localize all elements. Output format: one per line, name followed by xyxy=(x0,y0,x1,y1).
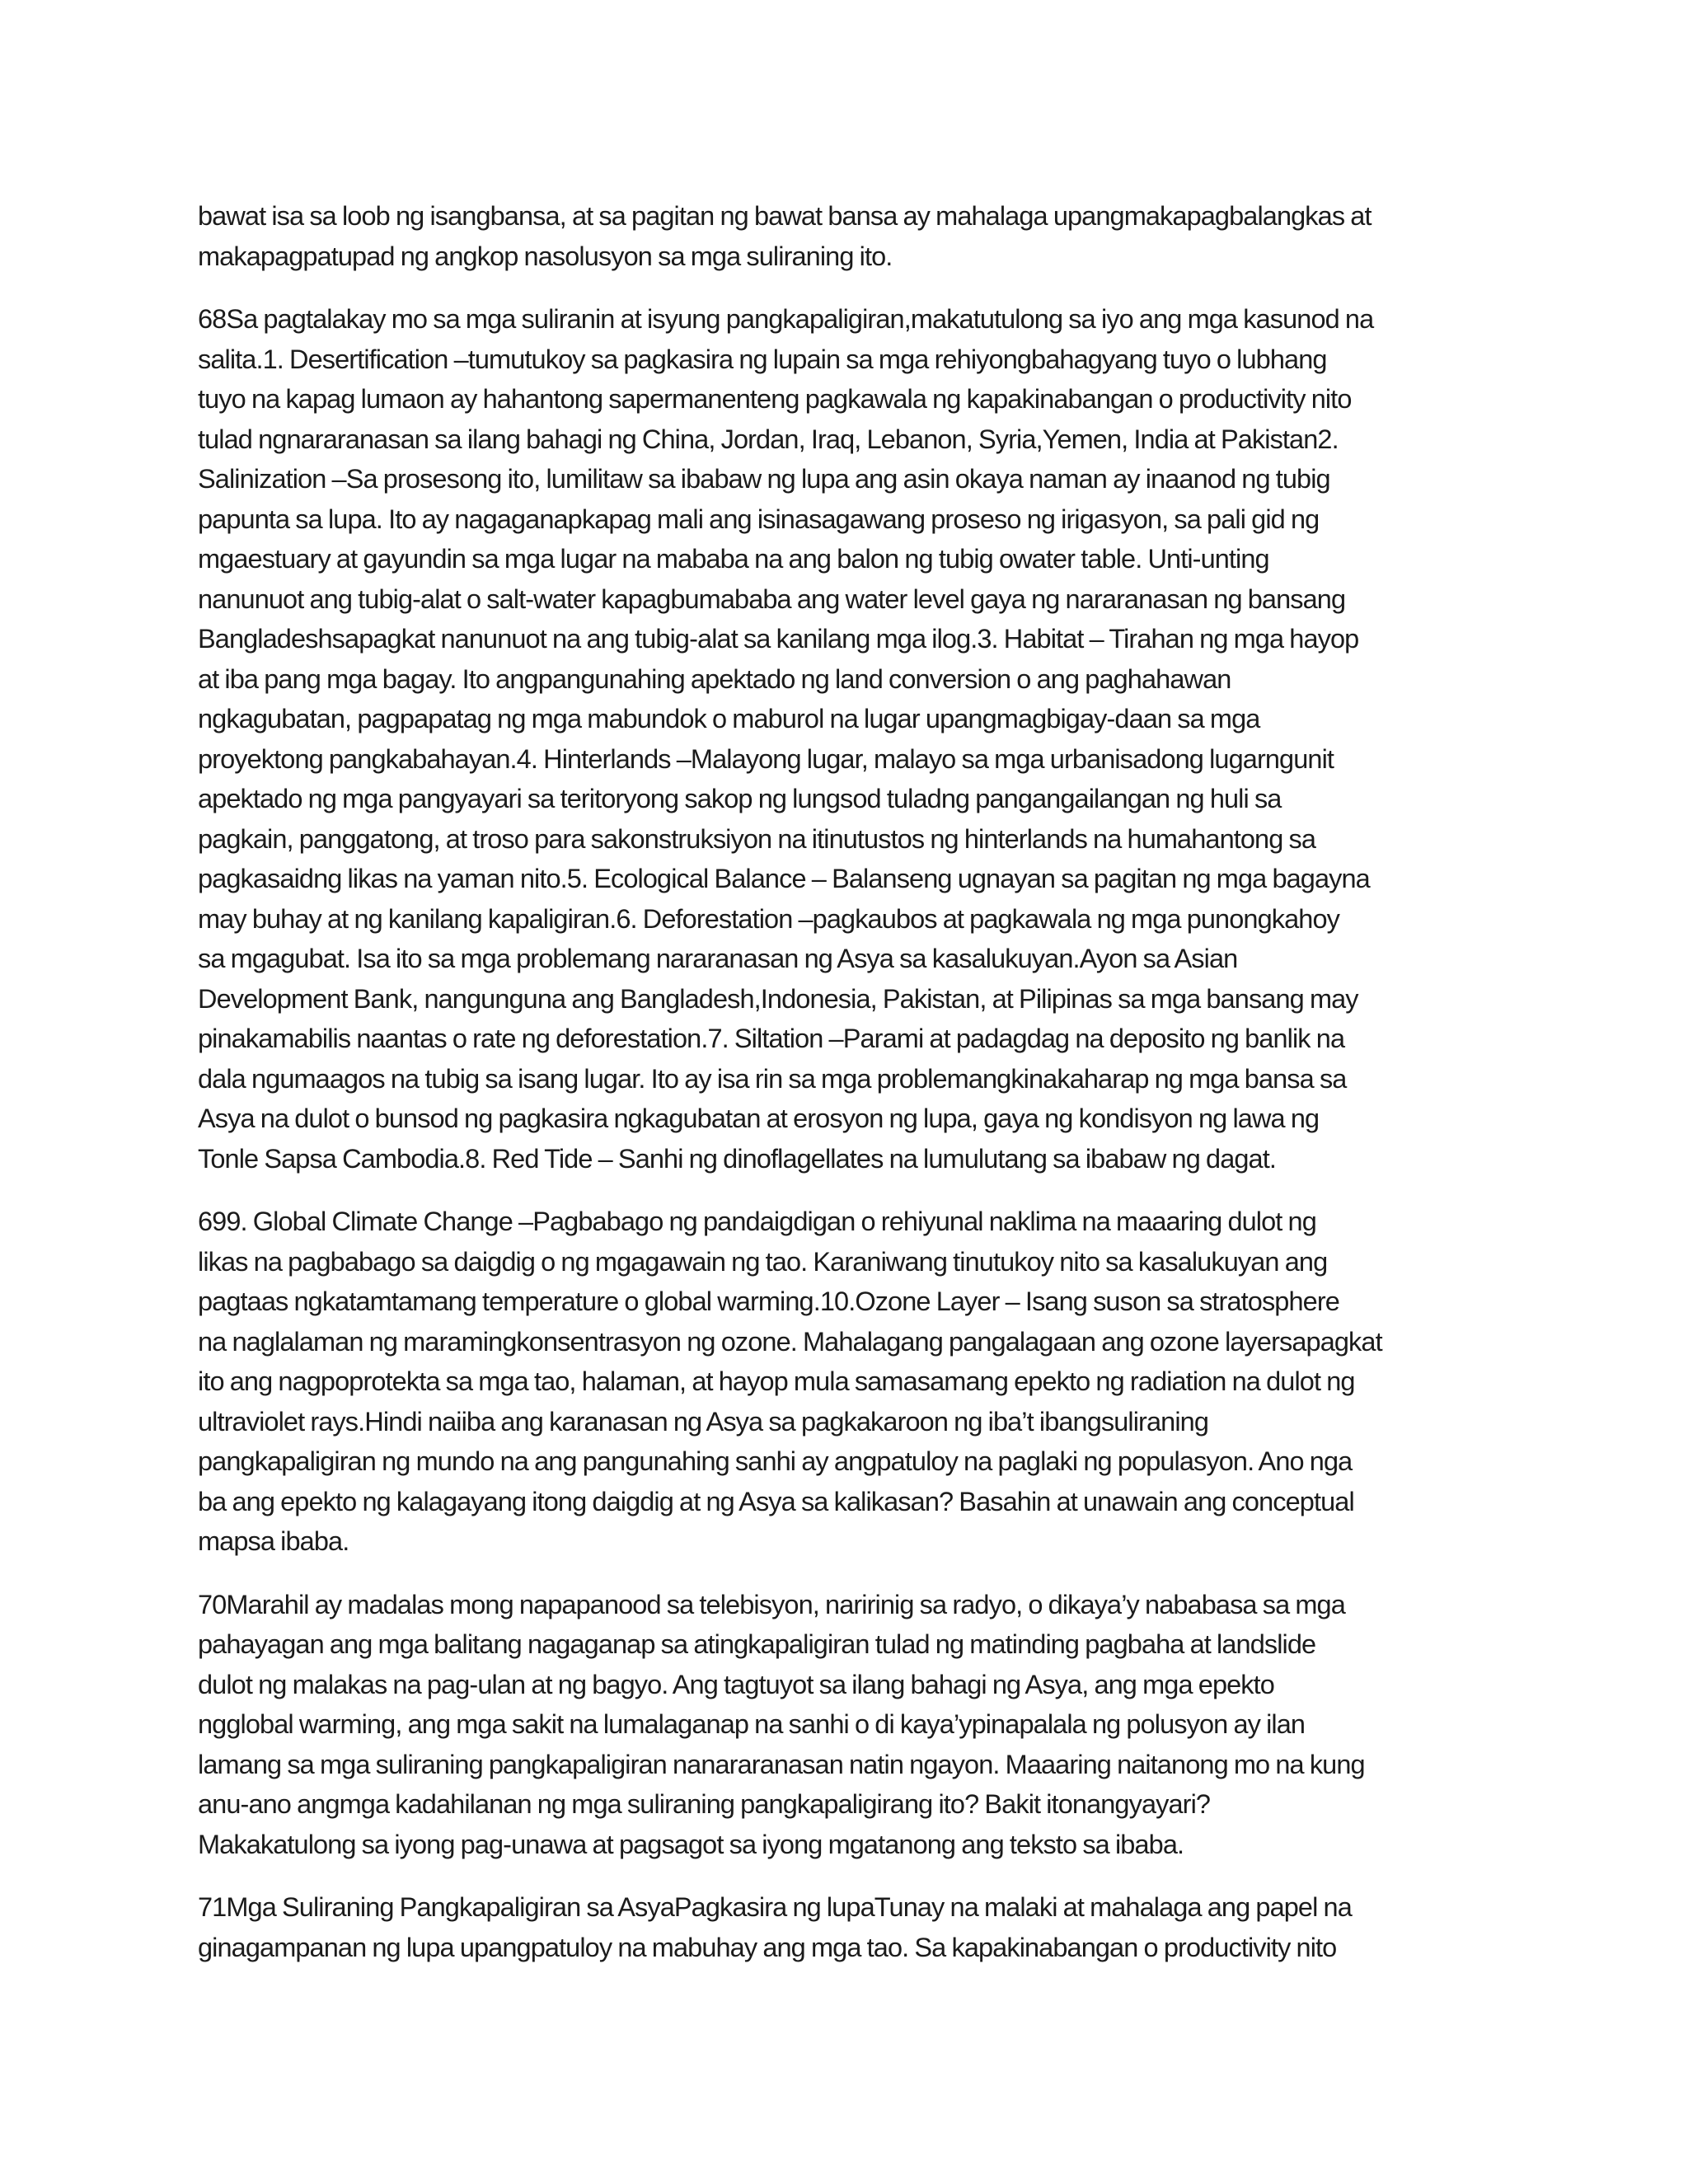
text-line: Salinization –Sa prosesong ito, lumilitaw sa ibabaw ng lupa ang asin okaya naman ay inaanod ng tubig xyxy=(198,464,1330,494)
text-line: mgaestuary at gayundin sa mga lugar na mababa na ang balon ng tubig owater table. Unti-unting xyxy=(198,544,1269,574)
paragraph-news-context xyxy=(198,1585,1492,1865)
text-line: 699. Global Climate Change –Pagbabago ng pandaigdigan o rehiyunal naklima na maaaring dulot ng xyxy=(198,1207,1316,1236)
text-line: dala ngumaagos na tubig sa isang lugar. Ito ay isa rin sa mga problemangkinakaharap ng mga bansa sa xyxy=(198,1063,1347,1094)
text-line: Development Bank, nangunguna ang Bangladesh,Indonesia, Pakistan, at Pilipinas sa mga bansang may xyxy=(198,983,1358,1014)
text-line: na naglalaman ng maramingkonsentrasyon ng ozone. Mahalagang pangalagaan ang ozone layersapagkat xyxy=(198,1326,1382,1357)
text-line: pangkapaligiran ng mundo na ang pangunahing sanhi ay angpatuloy na paglaki ng populasyon. Ano nga xyxy=(198,1446,1353,1476)
paragraph-climate-ozone xyxy=(198,1202,1492,1562)
text-line: ngkagubatan, pagpapatag ng mga mabundok o maburol na lugar upangmagbigay-daan sa mga xyxy=(198,704,1260,733)
text-line: 68Sa pagtalakay mo sa mga suliranin at isyung pangkapaligiran,makatutulong sa iyo ang mga kasunod na xyxy=(198,304,1374,334)
text-line: Makakatulong sa iyong pag-unawa at pagsagot sa iyong mgatanong ang teksto sa ibaba. xyxy=(198,1829,1184,1859)
text-line: pagkasaidng likas na yaman nito.5. Ecological Balance – Balanseng ugnayan sa pagitan ng mga bagayna xyxy=(198,864,1370,893)
text-line: pahayagan ang mga balitang nagaganap sa atingkapaligiran tulad ng matinding pagbaha at landslide xyxy=(198,1629,1316,1659)
text-line: mapsa ibaba. xyxy=(198,1526,349,1556)
text-line: Tonle Sapsa Cambodia.8. Red Tide – Sanhi ng dinoflagellates na lumulutang sa ibabaw ng dagat. xyxy=(198,1143,1276,1174)
text-line: tuyo na kapag lumaon ay hahantong sapermanenteng pagkawala ng kapakinabangan o productivity nito xyxy=(198,384,1352,414)
text-line: sa mgagubat. Isa ito sa mga problemang nararanasan ng Asya sa kasalukuyan.Ayon sa Asian xyxy=(198,944,1238,973)
text-line: lamang sa mga suliraning pangkapaligiran nanararanasan natin ngayon. Maaaring naitanong mo na kung xyxy=(198,1749,1365,1779)
text-line: Bangladeshsapagkat nanunuot na ang tubig-alat sa kanilang mga ilog.3. Habitat – Tirahan ng mga hayop xyxy=(198,624,1359,654)
text-line: makapagpatupad ng angkop nasolusyon sa mga suliraning ito. xyxy=(198,241,893,271)
text-line: ba ang epekto ng kalagayang itong daigdig at ng Asya sa kalikasan? Basahin at unawain ang conceptual xyxy=(198,1486,1354,1516)
text-line: salita.1. Desertification –tumutukoy sa pagkasira ng lupain sa mga rehiyongbahagyang tuyo o lubhang xyxy=(198,344,1327,374)
text-line: tulad ngnararanasan sa ilang bahagi ng China, Jordan, Iraq, Lebanon, Syria,Yemen, India at Pakistan2. xyxy=(198,424,1339,454)
text-line: 70Marahil ay madalas mong napapanood sa telebisyon, naririnig sa radyo, o dikaya’y nababasa sa mga xyxy=(198,1589,1345,1619)
paragraph-terms-list xyxy=(198,299,1492,1179)
text-line: bawat isa sa loob ng isangbansa, at sa pagitan ng bawat bansa ay mahalaga upangmakapagbalangkas at xyxy=(198,201,1372,231)
text-line: 71Mga Suliraning Pangkapaligiran sa AsyaPagkasira ng lupaTunay na malaki at mahalaga ang papel na xyxy=(198,1892,1352,1922)
paragraph-land-degradation xyxy=(198,1887,1492,1967)
text-line: anu-ano angmga kadahilanan ng mga suliraning pangkapaligirang ito? Bakit itonangyayari? xyxy=(198,1789,1211,1819)
text-line: likas na pagbabago sa daigdig o ng mgagawain ng tao. Karaniwang tinutukoy nito sa kasalukuyan ang xyxy=(198,1246,1328,1277)
text-line: Asya na dulot o bunsod ng pagkasira ngkagubatan at erosyon ng lupa, gaya ng kondisyon ng lawa ng xyxy=(198,1104,1320,1133)
text-line: papunta sa lupa. Ito ay nagaganapkapag mali ang isinasagawang proseso ng irigasyon, sa pali gid ng xyxy=(198,504,1320,534)
text-line: ultraviolet rays.Hindi naiiba ang karanasan ng Asya sa pagkakaroon ng iba’t ibangsuliraning xyxy=(198,1406,1209,1436)
text-line: may buhay at ng kanilang kapaligiran.6. Deforestation –pagkaubos at pagkawala ng mga punongkahoy xyxy=(198,903,1339,934)
text-line: dulot ng malakas na pag-ulan at ng bagyo. Ang tagtuyot sa ilang bahagi ng Asya, ang mga epekto xyxy=(198,1669,1274,1699)
text-line: pagkain, panggatong, at troso para sakonstruksiyon na itinutustos ng hinterlands na humahantong sa xyxy=(198,823,1316,854)
text-line: at iba pang mga bagay. Ito angpangunahing apektado ng land conversion o ang paghahawan xyxy=(198,663,1231,694)
text-line: ito ang nagpoprotekta sa mga tao, halaman, at hayop mula samasamang epekto ng radiation na dulot ng xyxy=(198,1366,1355,1396)
document-body xyxy=(198,196,1492,1990)
text-line: pagtaas ngkatamtamang temperature o global warming.10.Ozone Layer – Isang suson sa stratosphere xyxy=(198,1286,1339,1316)
text-line: ginagampanan ng lupa upangpatuloy na mabuhay ang mga tao. Sa kapakinabangan o productivity nito xyxy=(198,1932,1337,1962)
text-line: proyektong pangkabahayan.4. Hinterlands –Malayong lugar, malayo sa mga urbanisadong lugarngunit xyxy=(198,743,1334,774)
text-line: nanunuot ang tubig-alat o salt-water kapagbumababa ang water level gaya ng nararanasan ng bansang xyxy=(198,583,1346,614)
text-line: pinakamabilis naantas o rate ng deforestation.7. Siltation –Parami at padagdag na deposito ng banlik na xyxy=(198,1024,1345,1053)
text-line: apektado ng mga pangyayari sa teritoryong sakop ng lungsod tuladng pangangailangan ng huli sa xyxy=(198,784,1282,813)
text-line: ngglobal warming, ang mga sakit na lumalaganap na sanhi o di kaya’ypinapalala ng polusyon ay ilan xyxy=(198,1709,1306,1739)
paragraph-intro-continuation xyxy=(198,196,1492,276)
